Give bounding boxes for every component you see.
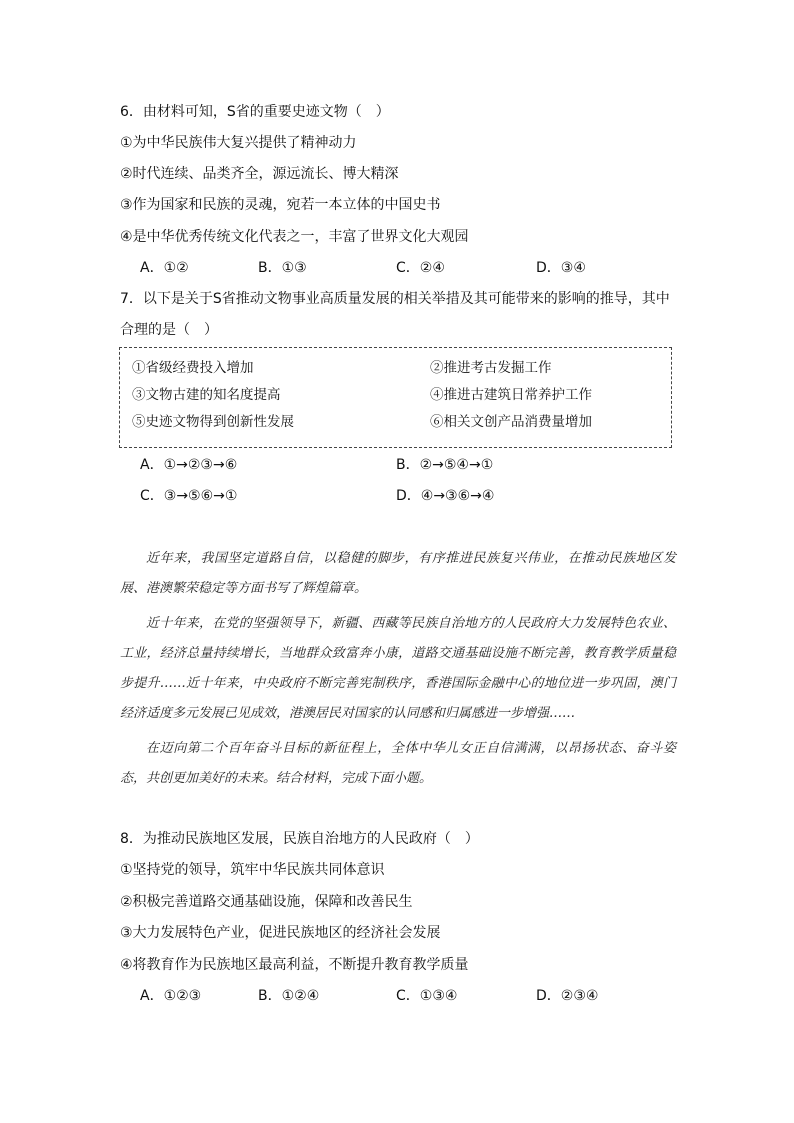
- q7-statement-4: ④推进古建筑日常养护工作: [430, 387, 592, 403]
- q8-item-1: ①坚持党的领导，筑牢中华民族共同体意识: [120, 862, 385, 878]
- q6-option-c: C．②④: [396, 260, 445, 276]
- q8-item-4: ④将教育作为民族地区最高利益，不断提升教育教学质量: [120, 957, 469, 973]
- q6-option-a: A．①②: [140, 260, 189, 276]
- q8-stem: 8．为推动民族地区发展，民族自治地方的人民政府（ ）: [120, 831, 479, 847]
- q6-option-b: B．①③: [258, 260, 307, 276]
- q7-statement-1: ①省级经费投入增加: [132, 360, 254, 376]
- passage-paragraph-2: 近十年来，在党的坚强领导下，新疆、西藏等民族自治地方的人民政府大力发展特色农业、工业，经济总量持续增长，当地群众致富奔小康，道路交通基础设施不断完善，教育教学质量稳步提升……近十年来，中央政府不断完善宪制秩序，香港国际金融中心的地位进一步巩固，澳门经济适度多元发展已见成效，港澳居民对国家的认同感和归属感进一步增强……: [120, 616, 676, 721]
- q8-item-2: ②积极完善道路交通基础设施，保障和改善民生: [120, 894, 413, 910]
- q7-stem-line1: 7．以下是关于S省推动文物事业高质量发展的相关举措及其可能带来的影响的推导，其中: [120, 291, 670, 307]
- q6-item-4: ④是中华优秀传统文化代表之一，丰富了世界文化大观园: [120, 229, 469, 245]
- q7-statement-6: ⑥相关文创产品消费量增加: [430, 414, 592, 430]
- q7-stem-line2: 合理的是（ ）: [120, 322, 218, 338]
- q7-option-d: D．④→③⑥→④: [396, 488, 495, 504]
- passage-paragraph-3: 在迈向第二个百年奋斗目标的新征程上，全体中华儿女正自信满满，以昂扬状态、奋斗姿态，共创更加美好的未来。结合材料，完成下面小题。: [120, 741, 676, 786]
- q6-item-2: ②时代连续、品类齐全，源远流长、博大精深: [120, 166, 399, 182]
- passage-paragraph-1: 近年来，我国坚定道路自信，以稳健的脚步，有序推进民族复兴伟业，在推动民族地区发展、港澳繁荣稳定等方面书写了辉煌篇章。: [120, 551, 676, 596]
- q7-option-c: C．③→⑤⑥→①: [140, 488, 238, 504]
- q8-option-a: A．①②③: [140, 988, 202, 1004]
- q6-item-3: ③作为国家和民族的灵魂，宛若一本立体的中国史书: [120, 197, 441, 213]
- q7-option-a: A．①→②③→⑥: [140, 457, 238, 473]
- q6-option-d: D．③④: [536, 260, 586, 276]
- q7-statement-2: ②推进考古发掘工作: [430, 360, 552, 376]
- q8-option-c: C．①③④: [396, 988, 458, 1004]
- q8-option-b: B．①②④: [258, 988, 320, 1004]
- q8-option-d: D．②③④: [536, 988, 599, 1004]
- reading-passage: [120, 544, 676, 794]
- q7-statement-5: ⑤史迹文物得到创新性发展: [132, 414, 294, 430]
- q7-option-b: B．②→⑤④→①: [396, 457, 494, 473]
- q6-item-1: ①为中华民族伟大复兴提供了精神动力: [120, 135, 357, 151]
- q6-stem: 6．由材料可知，S省的重要史迹文物（ ）: [120, 104, 390, 120]
- q7-statement-3: ③文物古建的知名度提高: [132, 387, 281, 403]
- q8-item-3: ③大力发展特色产业，促进民族地区的经济社会发展: [120, 925, 441, 941]
- q7-statement-box: [119, 347, 672, 448]
